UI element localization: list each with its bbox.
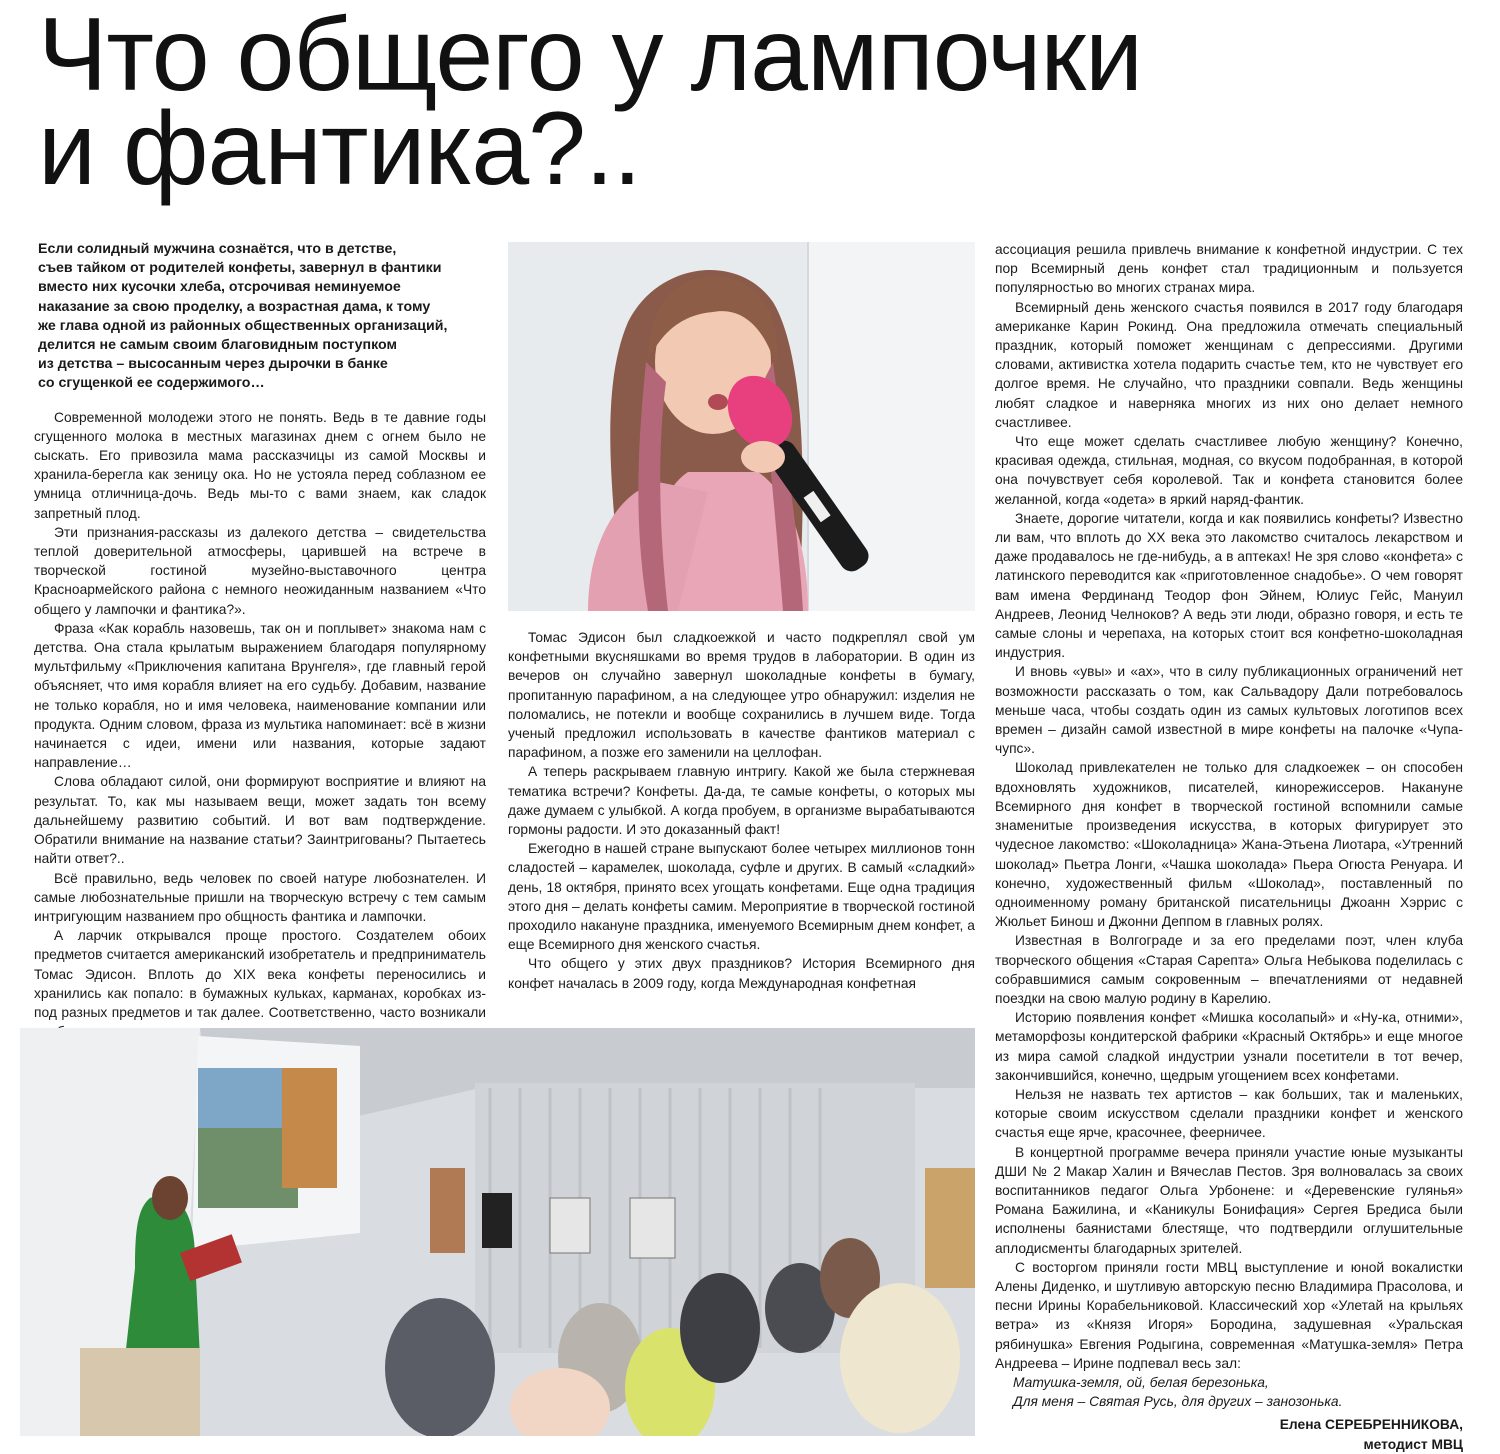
- photo-event-hall: [20, 1028, 975, 1436]
- lead-line: из детства – высосанным через дырочки в банке: [38, 356, 388, 373]
- paragraph: ассоциация решила привлечь внимание к конфетной индустрии. С тех пор Всемирный день конфет стал традиционным и пользуется популярностью во многих странах мира.: [995, 242, 1463, 296]
- paragraph: А теперь раскрываем главную интригу. Какой же была стержневая тематика встречи? Конфеты. Да-да, те самые конфеты, о которых мы даже думаем с улыбкой. А когда пробуем, в организме вырабатываются гормоны радости. И это доказанный факт!: [508, 764, 975, 838]
- article-column-3: [995, 240, 1463, 1454]
- paragraph: Что еще может сделать счастливее любую женщину? Конечно, красивая одежда, стильная, модная, со вкусом подобранная, в которой она почувствует себя королевой. Так и конфета становится более желанной, когда «одета» в яркий наряд-фантик.: [995, 434, 1463, 507]
- article-headline: [38, 0, 1478, 207]
- paragraph: Знаете, дорогие читатели, когда и как появились конфеты? Известно ли вам, что вплоть до XX века это лакомство считалось лекарством и даже продавалось не где-нибудь, а в аптеках! Не зря слово «конфета» с латинского переводится как «приготовленное снадобье». О чем говорят вам имена Фердинанд Теодор фон Эйнем, Юлиус Гейс, Мануил Андреев, Леонид Челноков? А ведь эти люди, образно говоря, и есть те самые слоны и черепаха, на которых стоит вся конфетно-шоколадная индустрия.: [995, 510, 1463, 661]
- article-lead: [34, 240, 486, 394]
- paragraph: Шоколад привлекателен не только для сладкоежек – он способен вдохновлять художников, писателей, кинорежиссеров. Накануне Всемирного дня конфет в творческой гостиной вспомнили самые знаменитые произведения искусства, в которых фигурирует это чудесное лакомство: «Шоколадница» Жана-Этьена Лиотара, «Утренний шоколад» Пьетра Лонги, «Чашка шоколада» Пьера Огюста Ренуара. И конечно, художественный фильм «Шоколад», поставленный по одноименному роману британской писательницы Джоанн Хэррис с Жюльет Бинош и Джонни Деппом в главных ролях.: [995, 760, 1463, 930]
- paragraph: Всемирный день женского счастья появился в 2017 году благодаря американке Карин Рокинд. Она предложила отмечать специальный праздник, который поможет женщинам с депрессиями. Другими словами, активистка хотела подарить счастье тем, кто не чувствует его долгое время. Не случайно, что праздники совпали. Ведь женщины любят сладкое и наверняка многих из них оно делает немного счастливее.: [995, 299, 1463, 430]
- paragraph: Нельзя не назвать тех артистов – как больших, так и маленьких, которые своим искусством сделали праздники конфет и женского счастья еще ярче, красочнее, феерничее.: [995, 1086, 1463, 1141]
- paragraph: В концертной программе вечера приняли участие юные музыканты ДШИ № 2 Макар Халин и Вячеслав Пестов. Зря волновалась за своих воспитанников педагог Ольга Урбонене: и «Деревенские гулянья» Романа Бажилина, и «Каникулы Бонифация» Сергея Бредиса были исполнены баянистами блестяще, что подтвердили оглушительные аплодисменты благодарных зрителей.: [995, 1144, 1463, 1256]
- paragraph: Всё правильно, ведь человек по своей натуре любознателен. И самые любознательные пришли на творческую встречу с тем самым интригующим названием про общность фантика и лампочки.: [34, 870, 486, 924]
- headline-line-1: Что общего у лампочки: [38, 0, 1143, 113]
- article-column-2: [508, 628, 975, 993]
- paragraph: Известная в Волгограде и за его пределами поэт, член клуба творческого общения «Старая Сарепта» Ольга Небыкова поделилась с собравшимися самым сокровенным – впечатлениями от недавней поездки на свою малую родину в Карелию.: [995, 933, 1463, 1006]
- lead-line: съев тайком от родителей конфеты, завернул в фантики: [38, 260, 442, 277]
- headline-line-2: и фантика?..: [38, 91, 641, 207]
- photo-event-hall-illustration: [20, 1028, 975, 1436]
- author-role: методист МВЦ: [1363, 1436, 1463, 1452]
- lead-line: Если солидный мужчина сознаётся, что в детстве,: [38, 241, 397, 257]
- lead-line: делится не самым своим благовидным поступком: [38, 337, 398, 354]
- paragraph: С восторгом приняли гости МВЦ выступление и юной вокалистки Алены Диденко, и шутливую авторскую песню Владимира Прасолова, и песни Ирины Корабельниковой. Классический хор «Улетай на крыльях ветра» из «Князя Игоря» Бородина, задушевная «Уральская рябинушка» Евгения Родыгина, современная «Матушка-земля» Петра Андреева – Ирине подпевал весь зал:: [995, 1259, 1463, 1371]
- lead-line: вместо них кусочки хлеба, отсрочивая неминуемое: [38, 279, 401, 296]
- author-name: Елена СЕРЕБРЕННИКОВА,: [1279, 1417, 1463, 1433]
- verse-line: Матушка-земля, ой, белая березонька,: [1013, 1374, 1269, 1390]
- lead-line: же глава одной из районных общественных организаций,: [38, 317, 448, 334]
- photo-girl-singing-illustration: [508, 242, 975, 611]
- paragraph: Фраза «Как корабль назовешь, так он и поплывет» знакома нам с детства. Она стала крылатым выражением благодаря популярному мультфильму «Приключения капитана Врунгеля», где главный герой объясняет, что имя корабля влияет на его судьбу. Добавим, название не только корабля, но и имя человека, наименование компании или продукта. Одним словом, фраза из мультика напоминает: всё в жизни начинается с идеи, имени или названия, которые задают направление…: [34, 620, 486, 771]
- song-verse: [995, 1373, 1463, 1411]
- paragraph: А ларчик открывался проще простого. Создателем обоих предметов считается американский изобретатель и предприниматель Томас Эдисон. Вплоть до XIX века конфеты переносились и хранились как попало: в бумажных кульках, карманах, коробках из-под разных предметов и так далее. Соответственно, часто возникали: [34, 928, 486, 1020]
- paragraph: Эти признания-рассказы из далекого детства – свидетельства теплой доверительной атмосферы, царившей на встрече в творческой гостиной музейно-выставочного центра Красноармейского района с немного неожиданным названием «Что общего у лампочки и фантика?».: [34, 524, 486, 617]
- lead-line: со сгущенкой ее содержимого…: [38, 375, 265, 392]
- paragraph: Историю появления конфет «Мишка косолапый» и «Ну-ка, отними», метаморфозы кондитерской фабрики «Красный Октябрь» и еще многое из мира самой сладкой индустрии узнали посетители в тот вечер, закончившийся, конечно, щедрым угощением всех конфетами.: [995, 1010, 1463, 1083]
- paragraph: И вновь «увы» и «ах», что в силу публикационных ограничений нет возможности рассказать о том, как Сальвадору Дали потребовалось меньше часа, чтобы создать один из самых культовых логотипов всех времен – дизайн самой известной в мире конфеты на палочке «Чупа-чупс».: [995, 664, 1463, 757]
- author-signature: [995, 1415, 1463, 1453]
- verse-line: Для меня – Святая Русь, для других – занозонька.: [1013, 1394, 1343, 1410]
- photo-girl-singing: [508, 242, 975, 611]
- paragraph: Что общего у этих двух праздников? История Всемирного дня конфет началась в 2009 году, когда Международная конфетная: [508, 956, 975, 991]
- paragraph: Ежегодно в нашей стране выпускают более четырех миллионов тонн сладостей – карамелек, шоколада, суфле и других. В самый «сладкий» день, 18 октября, принято всех угощать конфетами. Еще одна традиция этого дня – делать конфеты самим. Мероприятие в творческой гостиной проходило накануне праздника, именуемого Всемирным днем конфет, а еще Всемирного дня женского счастья.: [508, 841, 975, 953]
- lead-line: наказание за свою проделку, а возрастная дама, к тому: [38, 298, 431, 315]
- paragraph: Современной молодежи этого не понять. Ведь в те давние годы сгущенного молока в местных магазинах днем с огнем было не сыскать. Его привозила мама рассказчицы из самой Москвы и хранила-берегла как зеницу ока. Но не устояла перед соблазном ее умница отличница-дочь. Ведь мы-то с вами знаем, как сладок запретный плод.: [34, 409, 486, 521]
- paragraph: Томас Эдисон был сладкоежкой и часто подкреплял свой ум конфетными вкусняшками во время трудов в лаборатории. В один из вечеров он случайно завернул шоколадные конфеты в бумагу, пропитанную парафином, а на следующее утро обнаружил: изделия не поломались, не потекли и вообще сохранились в лучшем виде. Тогда ученый предложил использовать в качестве фантиков материал с парафином, а позже его заменили на целлофан.: [508, 630, 975, 761]
- paragraph: Слова обладают силой, они формируют восприятие и влияют на результат. То, как мы называем вещи, может задать тон всему дальнейшему развитию событий. И вот вам подтверждение. Обратили внимание на название статьи? Заинтригованы? Пытаетесь найти ответ?..: [34, 774, 486, 867]
- article-column-1: [34, 240, 486, 1041]
